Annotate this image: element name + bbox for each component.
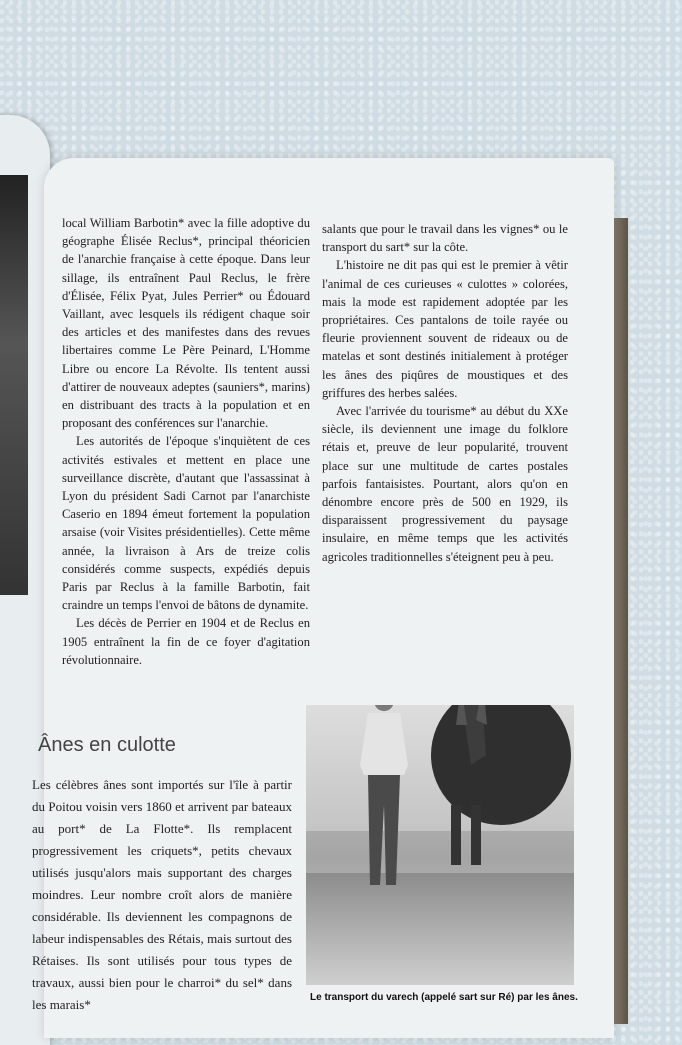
paragraph: Les autorités de l'époque s'inquiètent de ces activités estivales et mettent en place une surveillance discrète, d'autant que l'assassinat à Lyon du président Sadi Carnot par l'anarchiste Caserio en 1894 émeut fortement la population arsaise (voir Visites présidentielles). Cette même année, la livraison à Ars de treize colis considérés comme suspects, expédiés depuis Paris par Reclus à la famille Barbotin, fait craindre un temps l'envoi de bâtons de dynamite. [62,434,310,613]
paragraph: salants que pour le travail dans les vignes* ou le transport du sart* sur la côte. [322,222,568,255]
right-column-text [322,220,568,566]
paragraph: L'histoire ne dit pas qui est le premier à vêtir l'animal de ces curieuses « culottes » colorées, mais la mode est rapidement adoptée par les propriétaires. Ces pantalons de toile rayée ou fleurie proviennent souvent de rideaux ou de matelas et sont destinés initialement à protéger les ânes des piqûres de moustiques et des griffures des herbes salées. [322,258,568,400]
left-column-text [62,214,310,669]
donkey-photo [306,705,574,985]
photo-caption: Le transport du varech (appelé sart sur Ré) par les ânes. [310,992,578,1003]
paragraph: Les décès de Perrier en 1904 et de Reclus en 1905 entraînent la fin de ce foyer d'agitation révolutionnaire. [62,616,310,667]
donkey-figure [401,705,571,895]
paragraph: local William Barbotin* avec la fille adoptive du géographe Élisée Reclus*, principal théoricien de l'anarchie française à cette époque. Dans leur sillage, ils entraînent Paul Reclus, le frère d'Élisée, Félix Pyat, Jules Perrier* ou Édouard Vaillant, avec lesquels ils rédigent chaque soir des articles et des manifestes dans des revues libertaires comme Le Père Peinard, L'Homme Libre ou encore La Révolte. Ils tentent aussi d'attirer de nouveaux adeptes (sauniers*, marins) en distribuant des tracts à la population et en proposant des conférences sur l'anarchie. [62,216,310,431]
section-text [32,774,292,1016]
previous-page-photo [0,175,28,595]
section-title: Ânes en culotte [38,734,176,756]
paragraph: Avec l'arrivée du tourisme* au début du XXe siècle, ils deviennent une image du folklore rétais et, preuve de leur popularité, trouvent place sur une multitude de cartes postales parfois fantaisistes. Pourtant, alors qu'on en dénombre encore près de 500 en 1929, ils disparaissent progressivement du paysage insulaire, en même temps que les activités agricoles traditionnelles s'éteignent peu à peu. [322,404,568,564]
paragraph: Les célèbres ânes sont importés sur l'île à partir du Poitou voisin vers 1860 et arrivent par bateaux au port* de La Flotte*. Ils remplacent progressivement les criquets*, petits chevaux utilisés jusqu'alors mais supportant des charges moindres. Leur nombre croît alors de manière considérable. Ils deviennent les compagnons de labeur indispensables des Rétais, mais surtout des Rétaises. Ils sont utilisés pour tous types de travaux, aussi bien pour le charroi* du sel* dans les marais* [32,777,292,1012]
